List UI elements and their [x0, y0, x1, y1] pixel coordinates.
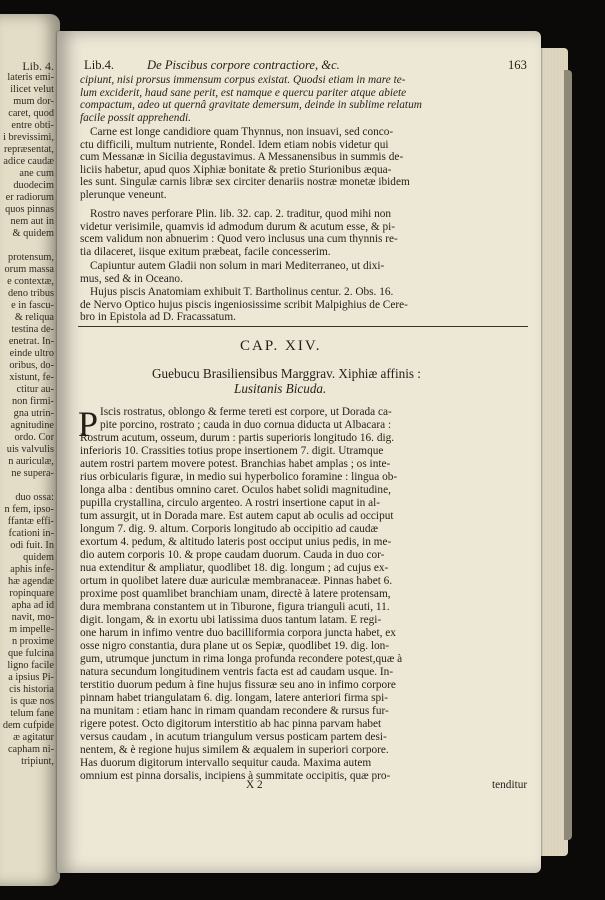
left-page-line: gna utrin- [13, 408, 54, 419]
left-page-line: caret, quod [8, 108, 54, 119]
left-page [0, 14, 60, 886]
main-text-line: Iscis rostratus, oblongo & ferme tereti est corpore, ut Dorada ca- [100, 406, 392, 418]
left-page-line: telum fane [10, 708, 54, 719]
left-page-line: deno tribus [7, 288, 54, 299]
text-line: videtur verisimile, quamvis id admodum durum & acutum esse, & pi- [80, 220, 396, 233]
left-page-line: xistunt, fe- [9, 372, 54, 383]
chapter-title-line1: Guebucu Brasiliensibus Marggrav. Xiphiæ affinis : [152, 366, 421, 381]
left-page-line: hæ agendæ [7, 576, 54, 587]
left-page-line: odi fuit. In [10, 540, 54, 551]
left-page-line: protensum, [7, 252, 54, 263]
main-text-line: pite porcino, rostrato ; cauda in duo cornua diducta ut Albacara : [100, 419, 392, 431]
left-page-line: & reliqua [14, 312, 54, 323]
left-page-line: repræsentat, [3, 144, 54, 155]
main-text-line: terstitio duorum pedum à fine hujus fissuræ seu ano in infimo corpore [80, 679, 396, 691]
main-text-line: exortum 4. pedum, & altitudo lateris post occiput unius pedis, in me- [80, 536, 392, 548]
left-page-line: capham ni- [7, 744, 54, 755]
left-page-line: aphis infe- [10, 564, 54, 575]
left-page-line: ffantæ effi- [7, 516, 54, 527]
drop-cap: P [78, 404, 99, 444]
main-text-line: longum 7. dig. 9. altum. Corporis longitudo ab occipitio ad caudæ [80, 523, 379, 535]
main-text-line: rius orbicularis figuræ, in medio sui hyperbolico foramine : lingua ob- [80, 471, 398, 483]
section-rule [78, 326, 528, 327]
left-page-line: quidem [23, 552, 54, 563]
left-page-line: ilicet velut [10, 84, 54, 95]
left-page-line: ligno facile [7, 660, 54, 671]
left-page-line: einde ultro [9, 348, 54, 359]
main-text-line: gum, utrumque junctum in rima longa profunda recondere potest,quæ à [80, 653, 403, 665]
main-text-line: nentem, & è regione hujus similem & æqualem in superiori corpore. [80, 744, 389, 756]
left-page-line: æ agitatur [13, 732, 54, 743]
main-text-line: versus caudam , in acutum triangulum versus posticam partem desi- [80, 731, 387, 743]
text-line: Carne est longe candidiore quam Thynnus, non insuavi, sed conco- [90, 126, 394, 138]
left-page-line: adice caudæ [3, 156, 54, 167]
left-page-line: oribus, do- [9, 360, 54, 371]
text-line: facile possit apprehendi. [80, 111, 191, 124]
left-page-line: duodecim [13, 180, 54, 191]
left-page-line: duo ossa: [15, 492, 54, 503]
signature-mark: X 2 [246, 779, 263, 791]
page-edges-shadow [564, 70, 572, 840]
main-text-line: rigere potest. Octo digitorum interstitio ab hac pinna parvam habet [80, 718, 382, 730]
text-line: scem validum non abnuerim : Quod vero inclusus una cum thynnis re- [80, 233, 398, 246]
main-text-line: dura membrana constantem ut in Tiburone, figura trianguli acuti, 11. [80, 601, 390, 613]
text-line: cipiunt, nisi prorsus immensum corpus existat. Quodsi etiam in mare te- [80, 74, 406, 86]
main-text-line: pupilla crystallina, circulo argenteo. A rostri insertione caput in al- [80, 497, 381, 509]
paragraph-anatomia [80, 286, 535, 324]
page-number: 163 [508, 58, 527, 72]
left-page-line: quos pinnas [5, 204, 54, 215]
text-line: Rostro naves perforare Plin. lib. 32. cap. 2. traditur, quod mihi non [90, 208, 392, 220]
main-text-line: Rostrum acutum, osseum, durum : partis superioris longitudo 16. dig. [80, 432, 395, 444]
text-line: mus, sed & in Oceano. [80, 272, 183, 285]
left-page-line: is quæ nos [10, 696, 54, 707]
text-line: les sunt. Singulæ carnis libræ sex circiter denariis nostræ monetæ ibidem [80, 176, 410, 189]
text-line: lum exciderit, haud sane perit, est namque e quercu pariter atque abiete [80, 86, 407, 99]
left-page-line: nem aut in [10, 216, 54, 227]
left-page-line: n fem, ipso- [4, 504, 54, 515]
text-line: Hujus piscis Anatomiam exhibuit T. Bartholinus centur. 2. Obs. 16. [90, 286, 394, 298]
main-text-line: natura secundum longitudinem ventris facta est ad caudam usque. In- [80, 666, 394, 678]
left-page-line: n auriculæ, [8, 456, 54, 467]
left-page-line: enetrat. In- [8, 336, 54, 347]
left-page-line: dem cufpide [2, 720, 54, 731]
left-page-line: testina de- [11, 324, 54, 335]
main-text-line: tum assurgit, ut in Dorada mare. Est autem caput ab oculis ad occiput [80, 510, 394, 522]
left-page-line: ane cum [19, 168, 54, 179]
left-page-line: mum dor- [13, 96, 54, 107]
chapter-title-line2: Lusitanis Bicuda. [234, 381, 327, 396]
left-page-line: orum massa [4, 264, 54, 275]
left-page-line: & quidem [12, 228, 54, 239]
catchword: tenditur [492, 779, 528, 791]
main-text-line: na munitam : etiam hanc in rimam quandam recondere & rursus fur- [80, 705, 389, 717]
main-text-line: omnium est pinna dorsalis, incipiens à summitate occipitis, quæ pro- [80, 770, 391, 782]
left-page-line: n proxime [11, 636, 54, 647]
main-text-line: autem rostri partem movere potest. Branchias habet amplas ; os inte- [80, 458, 391, 470]
left-page-line: cis historia [9, 684, 54, 695]
main-text-line: one harum in infimo ventre duo bacilliformia corpora juncta habet, ex [80, 627, 396, 639]
left-page-line: apha ad id [11, 600, 54, 611]
left-page-line: ordo. Cor [14, 432, 54, 443]
paragraph-rostro [80, 208, 535, 258]
running-header-book: Lib.4. [84, 58, 115, 72]
text-line: tia dilaceret, iisque exitum præbeat, facile concesserim. [80, 245, 331, 258]
left-page-line: e contextæ, [7, 276, 54, 287]
left-page-line: ctitur au- [16, 384, 54, 395]
main-text-line: dio autem corporis 10. & prope caudam duorum. Cauda in duo cor- [80, 549, 385, 561]
chapter-heading: CAP. XIV. [240, 338, 322, 354]
left-page-line: ne supera- [11, 468, 54, 479]
main-text-line: digit. longam, & in exortu ubi latissima duos tantum latam. E regi- [80, 614, 382, 626]
text-line: plerunque veneunt. [80, 188, 167, 201]
left-page-line: ropinquare [9, 588, 54, 599]
left-page-line: non firmi- [11, 396, 54, 407]
paragraph-capiuntur [80, 260, 535, 285]
paragraph-continuation [80, 74, 535, 124]
left-page-line: Lib. 4. [22, 60, 54, 72]
running-header-title: De Piscibus corpore contractiore, &c. [147, 58, 340, 72]
left-page-line: a ipsius Pi- [8, 672, 54, 683]
left-page-line: i brevissimi, [3, 132, 54, 143]
text-line: compactum, adeo ut quernâ gravitate demersum, deinde in sublime relatum [80, 99, 422, 112]
left-page-line: navit, mo- [11, 612, 54, 623]
text-line: Capiuntur autem Gladii non solum in mari Mediterraneo, ut dixi- [90, 260, 385, 272]
left-page-line: lateris emi- [7, 72, 54, 83]
left-page-line: tripiunt, [21, 756, 54, 767]
left-page-line: entre obti- [11, 120, 54, 131]
main-text-line: pinnam habet triangulatam 6. dig. longam, latere anteriori firma spi- [80, 692, 389, 704]
text-line: bro in Epistola ad D. Fracassatum. [80, 311, 236, 324]
text-line: de Nervo Optico hujus piscis ingeniosissime scribit Malpighius de Cere- [80, 298, 408, 311]
main-text-line: proxime post quamlibet branchiam unam, directè à latere protensam, [80, 588, 391, 600]
left-page-line: que fulcina [7, 648, 54, 659]
main-text-line: longa alba : dentibus omnino caret. Oculos habet solidi magnitudine, [80, 484, 391, 496]
main-text-line: inferioris 10. Crassities totius prope insertionem 7. digit. Utramque [80, 445, 384, 457]
paragraph-carne [80, 126, 535, 202]
left-page-line: e in fascu- [11, 300, 54, 311]
main-text-line: nua extenditur & ampliatur, quodlibet 18. dig. longum ; ad cujus ex- [80, 562, 389, 574]
text-line: liciis habetur, apud quos Xiphiæ bonitate & pretio Sturionibus æqua- [80, 163, 392, 176]
main-text-line: Has duorum digitorum intervallo sequitur cauda. Maxima autem [80, 757, 372, 769]
left-page-line: fcationi in- [8, 528, 54, 539]
left-page-line: er radiorum [5, 192, 54, 203]
left-page-line: uis valvulis [6, 444, 54, 455]
text-line: ctu difficili, multum nutriente, Rondel. Idem etiam nobis videtur qui [80, 138, 389, 151]
main-text-line: osse nigro constantia, dura plane ut os Sepiæ, quodlibet 19. dig. lon- [80, 640, 390, 652]
text-line: cum Messanæ in Sicilia degustavimus. A Messanensibus in summis de- [80, 151, 404, 164]
left-page-line: agnitudine [10, 420, 54, 431]
left-page-line: m impelle- [9, 624, 54, 635]
main-text-line: ortum in quolibet latere duæ auriculæ membranaceæ. Pinnas habet 6. [80, 575, 393, 587]
